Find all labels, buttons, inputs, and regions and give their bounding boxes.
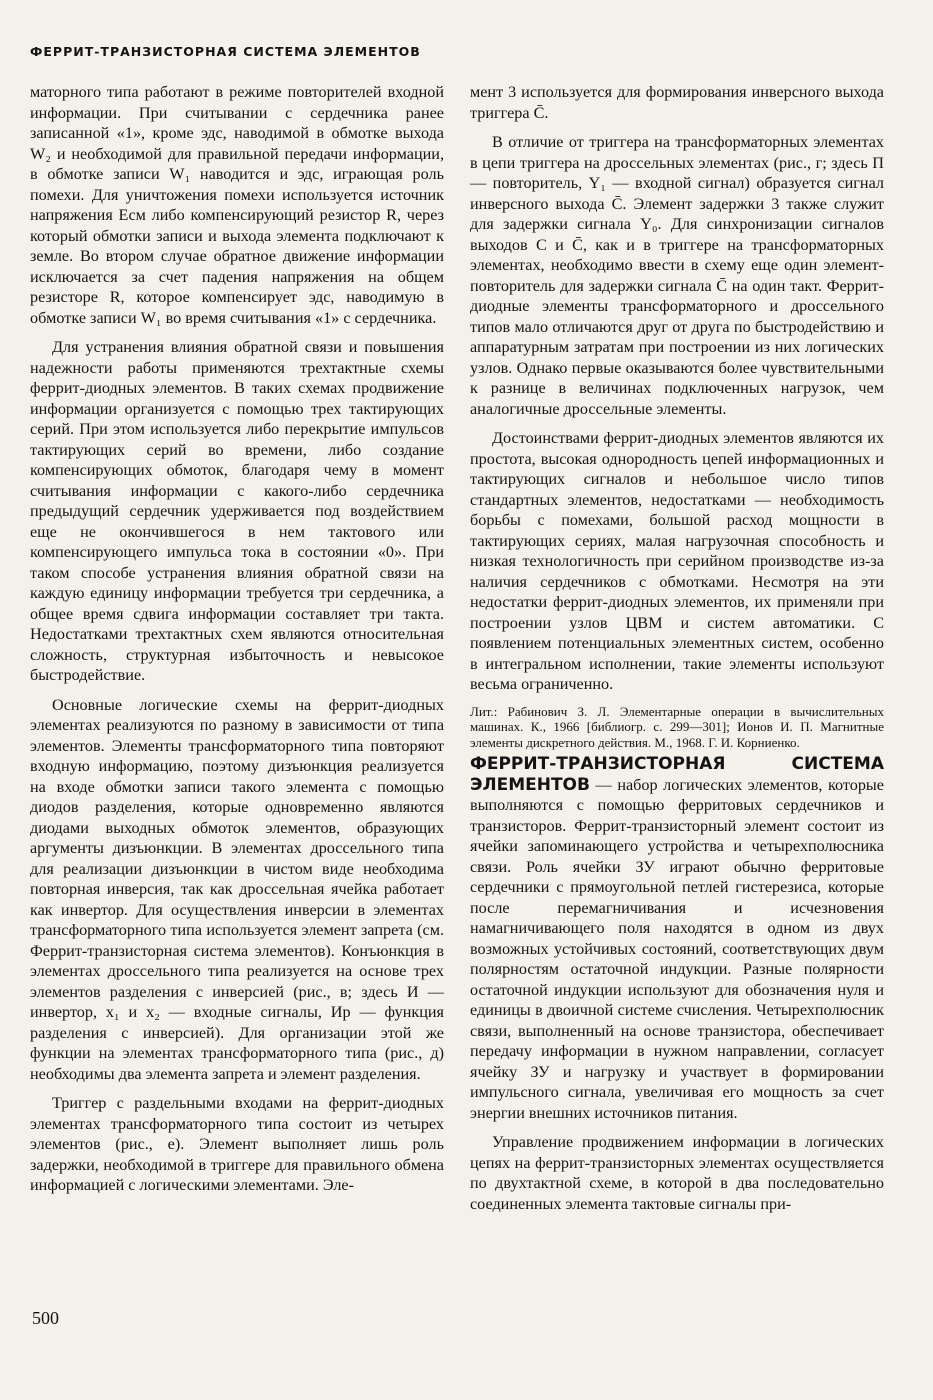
dictionary-entry bbox=[470, 754, 884, 1123]
paragraph: Основные логические схемы на феррит-диодных элементах реализуются по разному в зависимости от типа элементов. Элементы трансформаторного типа повторяют входную информацию, поэтому дизъюнкция реализуется на входе обмотки записи такого элемента с помощью диодов разделения, которые одновременно являются диодами выходных обмоток элементов, образующих аргументы дизъюнкции. В элементах дроссельного типа для реализации дизъюнкции в чистом виде необходима повторная инверсия, так как дроссельная ячейка работает как инвертор. Для осуществления инверсии в элементах трансформаторного типа используется элемент запрета (см. Феррит-транзисторная система элементов). Конъюнкция в элементах дроссельного типа реализуется на основе трех элементов разделения с инверсией (рис., в; здесь И — инвертор, x₁ и x₂ — входные сигналы, Ир — функция разделения с инверсией). Для организации этой же функции на элементах трансформаторного типа (рис., д) необходимы два элемента запрета и элемент разделения. bbox=[30, 695, 444, 1083]
paragraph: Триггер с раздельными входами на феррит-диодных элементах трансформаторного типа состоит из четырех элементов (рис., е). Элемент выполняет лишь роль задержки, необходимой в триггере для правильного обмена информацией с логическими элементами. Эле- bbox=[30, 1094, 444, 1194]
paragraph: Для устранения влияния обратной связи и повышения надежности работы применяются трехтактные схемы феррит-диодных элементов. В таких схемах продвижение информации организуется с помощью трех тактирующих серий. При этом используется либо перекрытие импульсов тактирующих серий во времени, либо создание компенсирующих обмоток, благодаря чему в момент считывания информации с какого-либо сердечника предыдущий сердечник удерживается под воздействием еще не окончившегося в нем тактового или компенсирующего импульса тока в состоянии «0». При таком способе устранения влияния обратной связи на каждую единицу информации требуется три сердечника, а общее время сдвига информации составляет три такта. Недостатками трехтактных схем являются относительная сложность, структурная избыточность и невысокое быстродействие. bbox=[30, 338, 444, 684]
paragraph: маторного типа работают в режиме повторителей входной информации. При считывании с сердечника ранее записанной «1», кроме эдс, наводимой в обмотке выхода W₂ и необходимой для правильной передачи информации, в обмотке записи W₁ наводится и эдс, играющая роль помехи. Для уничтожения помехи используется источник напряжения Eсм либо компенсирующий резистор R, через который обмотки записи и выхода элемента подключают к земле. Во втором случае обратное движение информации исключается за счет падения напряжения на общем резисторе R, которое компенсирует эдс, наводимую в обмотке записи W₁ во время считывания «1» с сердечника. bbox=[30, 83, 444, 327]
paragraph: мент 3 используется для формирования инверсного выхода триггера C̄. bbox=[470, 83, 884, 122]
right-column bbox=[470, 82, 884, 1223]
entry-text: — набор логических элементов, которые выполняются с помощью ферритовых сердечников и транзисторов. Феррит-транзисторный элемент состоит из ячейки запоминающего устройства и четырехполюсника связи. Роль ячейки ЗУ играют обычно ферритовые сердечники с прямоугольной петлей гистерезиса, которые после перемагничивания и исчезновения намагничивающего поля находятся в одном из двух возможных устойчивых состояний, соответствующих двум полярностям остаточной индукции. Разные полярности остаточной индукции используют для обозначения нуля и единицы в двоичной системе счисления. Четырехполюсник связи, выполненный на основе транзистора, обеспечивает передачу информации в нужном направлении, согласует ячейку ЗУ и нагрузку и участвует в формировании импульсного сигнала, увеличивая его мощность за счет энергии внешних источников питания. bbox=[470, 775, 884, 1122]
left-column bbox=[30, 82, 444, 1205]
page-number: 500 bbox=[32, 1308, 59, 1328]
paragraph: В отличие от триггера на трансформаторных элементах в цепи триггера на дроссельных элементах (рис., г; здесь П — повторитель, Y₁ — входной сигнал) образуется сигнал инверсного выхода C̄. Элемент задержки 3 также служит для задержки сигнала Y₀. Для синхронизации сигналов выходов C и C̄, как и в триггере на трансформаторных элементах, необходимо ввести в схему еще один элемент-повторитель для задержки сигнала C̄ на один такт. Феррит-диодные элементы трансформаторного и дроссельного типов мало отличаются друг от друга по быстродействию и аппаратурным затратам при построении из них логических узлов. Однако первые оказываются более чувствительными к разнице в величинах подключенных нагрузок, чем аналогичные дроссельные элементы. bbox=[470, 133, 884, 418]
running-head: ФЕРРИТ-ТРАНЗИСТОРНАЯ СИСТЕМА ЭЛЕМЕНТОВ bbox=[30, 44, 421, 59]
entry-headword: ФЕРРИТ-ТРАНЗИСТОРНАЯ СИСТЕМА ЭЛЕМЕНТОВ bbox=[470, 754, 884, 795]
paragraph: Достоинствами феррит-диодных элементов являются их простота, высокая однородность цепей информационных и тактирующих сигналов и небольшое число типов стандартных элементов, недостатками — необходимость борьбы с помехами, большой расход мощности в тактирующих сериях, малая нагрузочная способность и низкая технологичность при серийном производстве из-за наличия сердечников с обмотками. Несмотря на эти недостатки феррит-диодных элементов, их применяли при построении узлов ЦВМ и систем автоматики. С появлением потенциальных элементных систем, особенно в интегральном исполнении, такие элементы используют весьма ограниченно. bbox=[470, 429, 884, 693]
paragraph: Управление продвижением информации в логических цепях на феррит-транзисторных элементах осуществляется по двухтактной схеме, в которой в два последовательно соединенных элемента тактовые сигналы при- bbox=[470, 1133, 884, 1213]
literature-reference: Лит.: Рабинович З. Л. Элементарные операции в вычислительных машинах. К., 1966 [библиогр. с. 299—301]; Ионов И. П. Магнитные элементы дискретного действия. М., 1968. Г. И. Корниенко. bbox=[470, 703, 884, 750]
